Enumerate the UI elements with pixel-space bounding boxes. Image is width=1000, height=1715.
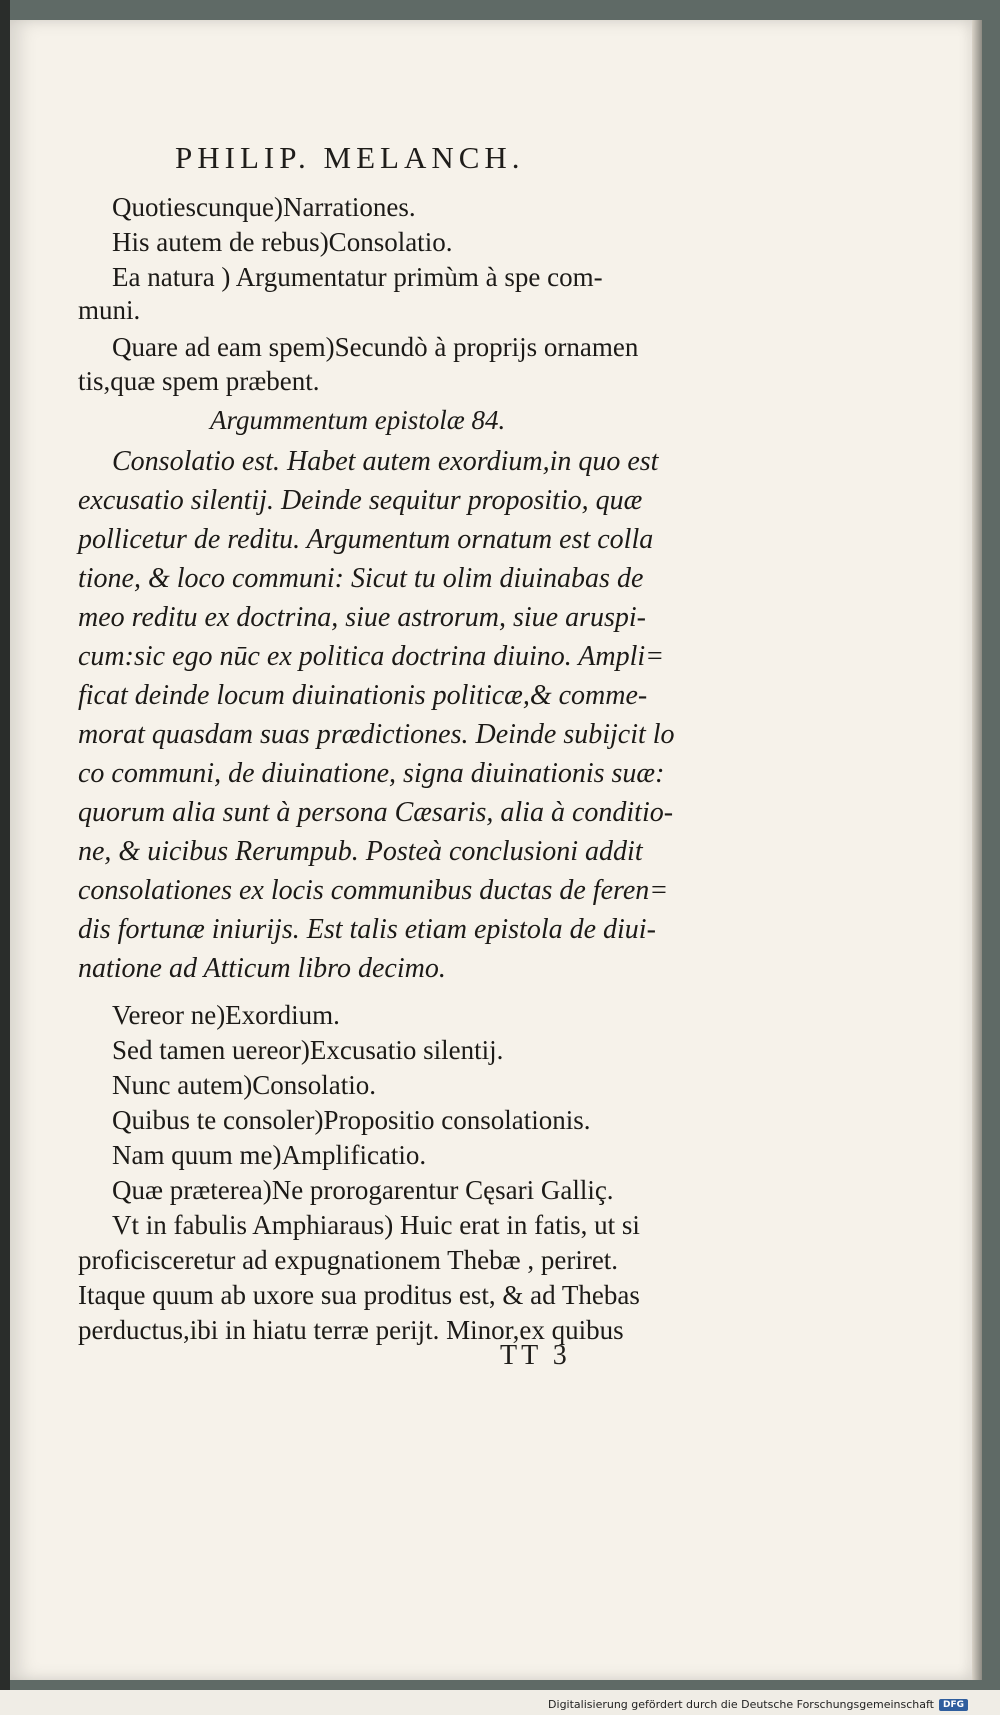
argument-line: consolationes ex locis communibus ductas de feren=: [78, 875, 669, 906]
page-right-edge: [972, 20, 982, 1680]
text-line: Quibus te consoler)Propositio consolationis.: [112, 1105, 591, 1135]
dfg-logo-icon: DFG: [939, 1699, 968, 1711]
text-line: Quotiescunque)Narrationes.: [112, 192, 416, 222]
text-line: Nunc autem)Consolatio.: [112, 1070, 376, 1100]
argument-line: morat quasdam suas prædictiones. Deinde subijcit lo: [78, 719, 675, 750]
argument-line: co communi, de diuinatione, signa diuinationis suæ:: [78, 758, 665, 789]
argument-line: cum:sic ego nūc ex politica doctrina diuino. Ampli=: [78, 641, 665, 672]
section-heading: Argummentum epistolæ 84.: [210, 405, 506, 435]
argument-line: ne, & uicibus Rerumpub. Posteà conclusioni addit: [78, 836, 643, 867]
argument-line: pollicetur de reditu. Argumentum ornatum est colla: [78, 524, 654, 555]
text-line: Vt in fabulis Amphiaraus) Huic erat in fatis, ut si: [112, 1210, 640, 1240]
text-line: Itaque quum ab uxore sua proditus est, & ad Thebas: [78, 1280, 640, 1310]
text-line: tis,quæ spem præbent.: [78, 366, 320, 396]
argument-line: natione ad Atticum libro decimo.: [78, 953, 446, 984]
footer-text: Digitalisierung gefördert durch die Deutsche Forschungsgemeinschaft: [548, 1698, 934, 1711]
text-line: Nam quum me)Amplificatio.: [112, 1140, 427, 1170]
argument-line: meo reditu ex doctrina, siue astrorum, siue aruspi-: [78, 602, 646, 633]
argument-line: quorum alia sunt à persona Cæsaris, alia à conditio-: [78, 797, 674, 828]
text-line: Sed tamen uereor)Excusatio silentij.: [112, 1035, 504, 1065]
text-line: proficisceretur ad expugnationem Thebæ , periret.: [78, 1245, 619, 1275]
text-line: Ea natura ) Argumentatur primùm à spe com-: [112, 262, 603, 292]
argument-line: ficat deinde locum diuinationis politicæ,& comme-: [78, 680, 648, 711]
running-head: PHILIP. MELANCH.: [175, 140, 525, 175]
argument-line: Consolatio est. Habet autem exordium,in quo est: [112, 446, 659, 477]
signature-mark: TT 3: [500, 1340, 571, 1371]
argument-line: dis fortunæ iniurijs. Est talis etiam epistola de diui-: [78, 914, 656, 945]
text-line: His autem de rebus)Consolatio.: [112, 227, 453, 257]
text-line: muni.: [78, 295, 141, 325]
argument-line: excusatio silentij. Deinde sequitur propositio, quæ: [78, 485, 643, 516]
text-line: Quæ præterea)Ne prorogarentur Cęsari Galliç.: [112, 1175, 614, 1205]
digitization-footer: [548, 1698, 968, 1711]
text-line: perductus,ibi in hiatu terræ perijt. Minor,ex quibus: [78, 1315, 624, 1345]
text-line: Vereor ne)Exordium.: [112, 1000, 340, 1030]
argument-line: tione, & loco communi: Sicut tu olim diuinabas de: [78, 563, 644, 594]
text-line: Quare ad eam spem)Secundò à proprijs ornamen: [112, 332, 639, 362]
